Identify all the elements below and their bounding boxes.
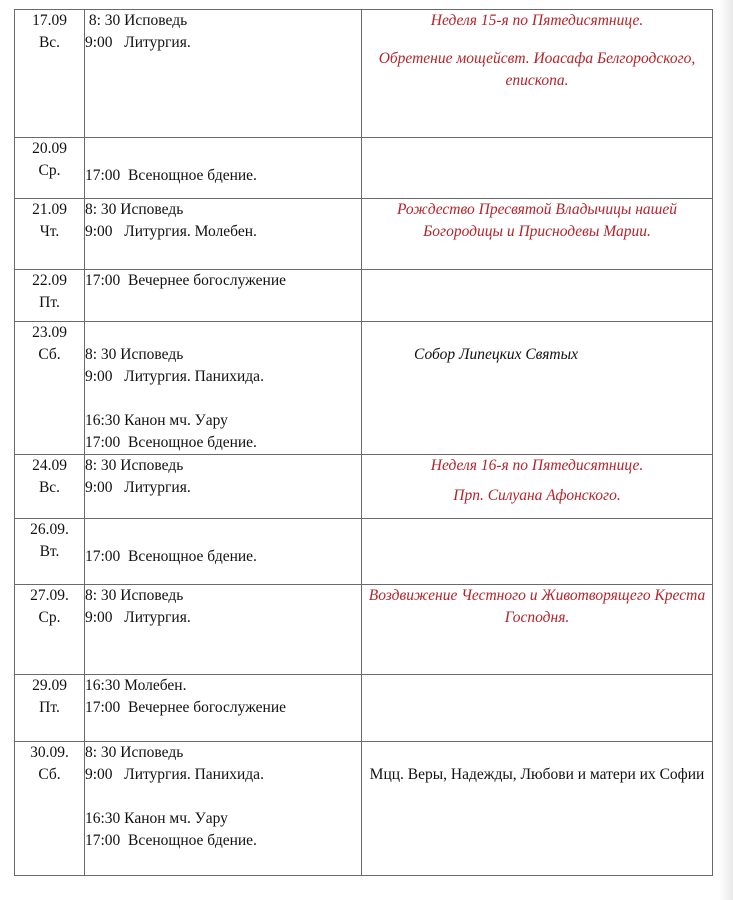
services-cell: [85, 519, 362, 585]
date-text: 29.09: [32, 677, 67, 694]
service-line: 8: 30 Исповедь: [85, 346, 184, 363]
service-line: [85, 143, 361, 165]
weekday-text: Вс.: [38, 479, 61, 496]
service-line: 17:00 Всенощное бдение.: [85, 832, 257, 849]
services-cell: [85, 10, 362, 138]
weekday-text: Вт.: [39, 543, 60, 560]
schedule-rows: [15, 10, 713, 876]
feast-cell: [362, 10, 713, 138]
date-cell: [15, 585, 85, 675]
feast-text: Мцц. Веры, Надежды, Любови и матери их Софии: [369, 766, 705, 783]
date-text: 21.09: [32, 201, 67, 218]
date-cell: [15, 138, 85, 199]
services-cell: [85, 199, 362, 270]
date-cell: [15, 199, 85, 270]
feast-cell: [362, 455, 713, 519]
weekday-text: Вс.: [38, 34, 61, 51]
date-text: 20.09: [32, 140, 67, 157]
feast-text: Прп. Силуана Афонского.: [453, 487, 621, 504]
weekday-text: Сб.: [38, 346, 61, 363]
feast-cell: [362, 742, 713, 876]
schedule-row: [15, 742, 713, 876]
feast-cell: [362, 199, 713, 270]
schedule-row: [15, 10, 713, 138]
weekday-text: Пт.: [39, 294, 60, 311]
service-line: 8: 30 Исповедь: [85, 201, 184, 218]
services-cell: [85, 138, 362, 199]
schedule-row: [15, 455, 713, 519]
page-edge-shadow: [719, 0, 733, 900]
date-text: 27.09.: [30, 587, 69, 604]
service-line: 8: 30 Исповедь: [85, 457, 184, 474]
feast-cell: [362, 270, 713, 322]
feast-text: Рождество Пресвятой Владычицы нашей Богородицы и Приснодевы Марии.: [397, 201, 677, 240]
service-line: 16:30 Канон мч. Уару: [85, 412, 228, 429]
date-text: 26.09.: [30, 521, 69, 538]
date-text: 22.09: [32, 272, 67, 289]
weekday-text: Ср.: [38, 162, 61, 179]
schedule-table: [14, 9, 713, 876]
service-line: 9:00 Литургия. Молебен.: [85, 223, 257, 240]
services-cell: [85, 322, 362, 455]
date-cell: [15, 322, 85, 455]
feast-text: Собор Липецких Святых: [414, 346, 578, 363]
service-line: 17:00 Вечернее богослужение: [85, 699, 287, 716]
schedule-row: [15, 519, 713, 585]
service-line: 9:00 Литургия. Панихида.: [85, 766, 264, 783]
services-cell: [85, 585, 362, 675]
service-line: 16:30 Молебен.: [85, 677, 187, 694]
feast-text: Неделя 16-я по Пятедисятнице.: [430, 457, 644, 474]
weekday-text: Пт.: [39, 699, 60, 716]
schedule-row: [15, 270, 713, 322]
feast-text: Воздвижение Честного и Животворящего Креста Господня.: [368, 587, 706, 626]
date-cell: [15, 742, 85, 876]
schedule-row: [15, 138, 713, 199]
services-cell: [85, 270, 362, 322]
feast-cell: [362, 585, 713, 675]
date-cell: [15, 675, 85, 742]
service-line: [85, 388, 361, 410]
service-line: 17:00 Всенощное бдение.: [85, 167, 257, 184]
feast-cell: [362, 322, 713, 455]
service-line: 9:00 Литургия.: [85, 34, 191, 51]
feast-cell: [362, 675, 713, 742]
service-line: 9:00 Литургия.: [85, 479, 191, 496]
feast-text: Неделя 15-я по Пятедисятнице.: [430, 12, 644, 29]
date-cell: [15, 519, 85, 585]
services-cell: [85, 455, 362, 519]
schedule-row: [15, 199, 713, 270]
date-cell: [15, 270, 85, 322]
service-line: 17:00 Вечернее богослужение: [85, 272, 287, 289]
service-line: 17:00 Всенощное бдение.: [85, 548, 257, 565]
date-cell: [15, 10, 85, 138]
service-line: [85, 322, 361, 344]
date-cell: [15, 455, 85, 519]
schedule-row: [15, 585, 713, 675]
schedule-row: [15, 322, 713, 455]
feast-cell: [362, 138, 713, 199]
weekday-text: Сб.: [38, 766, 61, 783]
schedule-row: [15, 675, 713, 742]
date-text: 17.09: [32, 12, 67, 29]
date-text: 30.09.: [30, 744, 69, 761]
service-line: 8: 30 Исповедь: [85, 12, 188, 29]
date-text: 23.09: [32, 324, 67, 341]
date-text: 24.09: [32, 457, 67, 474]
service-line: 17:00 Всенощное бдение.: [85, 434, 257, 451]
service-line: 8: 30 Исповедь: [85, 744, 184, 761]
service-line: [85, 524, 361, 546]
services-cell: [85, 742, 362, 876]
service-line: [85, 786, 361, 808]
feast-text: Обретение мощейсвт. Иоасафа Белгородского, епископа.: [378, 50, 696, 89]
service-line: 9:00 Литургия.: [85, 609, 191, 626]
services-cell: [85, 675, 362, 742]
weekday-text: Ср.: [38, 609, 61, 626]
service-line: 8: 30 Исповедь: [85, 587, 184, 604]
weekday-text: Чт.: [39, 223, 60, 240]
feast-cell: [362, 519, 713, 585]
service-line: 16:30 Канон мч. Уару: [85, 810, 228, 827]
service-line: 9:00 Литургия. Панихида.: [85, 368, 264, 385]
